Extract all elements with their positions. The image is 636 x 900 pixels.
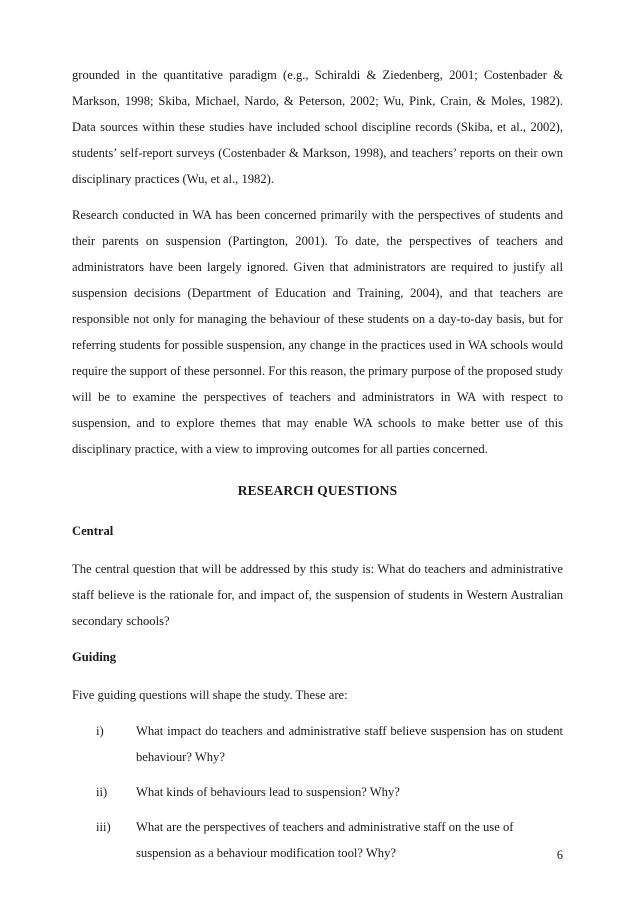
page-title: RESEARCH QUESTIONS — [237, 483, 398, 498]
list-item-marker: i) — [96, 724, 104, 738]
list-item — [72, 779, 563, 805]
subheading-guiding: Guiding — [72, 650, 117, 664]
guiding-questions-list — [72, 718, 563, 866]
page-number: 6 — [556, 848, 563, 862]
page-content — [72, 62, 563, 866]
list-item-marker: iii) — [96, 820, 111, 834]
list-item-text: What are the perspectives of teachers and administrative staff on the use of suspension as a behaviour modification tool? Why? — [136, 820, 514, 860]
guiding-intro-text: Five guiding questions will shape the study. These are: — [72, 688, 348, 702]
list-item-text: What kinds of behaviours lead to suspension? Why? — [136, 785, 400, 799]
subheading-central: Central — [72, 524, 114, 538]
central-question-text: The central question that will be addressed by this study is: What do teachers and administrative staff believe is the rationale for, and impact of, the suspension of students in Western Australian secondary schools? — [72, 562, 563, 628]
paragraph-2: Research conducted in WA has been concerned primarily with the perspectives of students and their parents on suspension (Partington, 2001). To date, the perspectives of teachers and administrators have been largely ignored. Given that administrators are required to justify all suspension decisions (Department of Education and Training, 2004), and that teachers are responsible not only for managing the behaviour of these students on a day-to-day basis, but for referring students for possible suspension, any change in the practices used in WA schools would require the support of these personnel. For this reason, the primary purpose of the proposed study will be to examine the perspectives of teachers and administrators in WA with respect to suspension, and to explore themes that may enable WA schools to make better use of this disciplinary practice, with a view to improving outcomes for all parties concerned. — [72, 208, 563, 456]
list-item-text: What impact do teachers and administrative staff believe suspension has on student behaviour? Why? — [136, 724, 563, 764]
paragraph-1: grounded in the quantitative paradigm (e.g., Schiraldi & Ziedenberg, 2001; Costenbader & Markson, 1998; Skiba, Michael, Nardo, & Peterson, 2002; Wu, Pink, Crain, & Moles, 1982). Data sources within these studies have included school discipline records (Skiba, et al., 2002), students’ self-report surveys (Costenbader & Markson, 1998), and teachers’ reports on their own disciplinary practices (Wu, et al., 1982). — [72, 68, 563, 186]
list-item-marker: ii) — [96, 785, 108, 799]
list-item — [72, 718, 563, 770]
